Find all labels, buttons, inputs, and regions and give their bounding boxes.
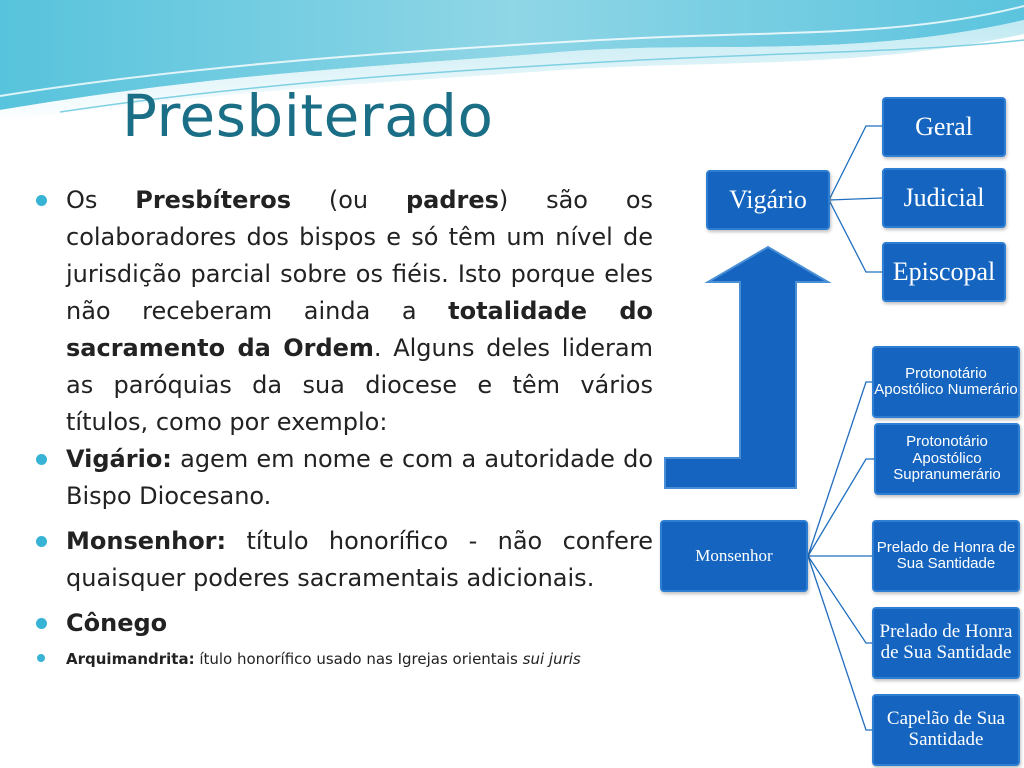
bullet-icon — [37, 654, 45, 662]
text-segment: ítulo honorífico usado nas Igrejas orientais — [194, 650, 523, 668]
slide-title: Presbiterado — [122, 82, 494, 150]
bullet-presbiteros — [28, 182, 653, 441]
text-segment: Os — [66, 186, 136, 214]
connector-line — [829, 126, 882, 200]
connector-line — [808, 459, 874, 556]
text-segment: . Alguns deles lideram as paróquias da sua diocese e têm vários títulos, como por exemplo: — [66, 334, 653, 436]
bold-term: Monsenhor: — [66, 527, 227, 555]
bullet-icon — [36, 618, 47, 629]
node-prelado-honra-2: Prelado de Honra de Sua Santidade — [872, 607, 1020, 679]
connector-line — [808, 382, 872, 556]
text-segment: (ou — [291, 186, 406, 214]
bullet-arquimandrita — [28, 648, 653, 670]
bold-term: totalidade do sacramento da Ordem — [66, 297, 653, 362]
connector-line — [829, 200, 882, 272]
text-segment: agem em nome e com a autoridade do Bispo Diocesano. — [66, 445, 653, 510]
bold-term: padres — [405, 186, 499, 214]
node-judicial: Judicial — [882, 168, 1006, 228]
connector-line — [808, 556, 872, 643]
node-vigario: Vigário — [706, 170, 830, 230]
italic-term: sui juris — [522, 650, 581, 668]
node-prelado-honra-1: Prelado de Honra de Sua Santidade — [872, 520, 1020, 592]
bullet-list — [28, 182, 653, 670]
bullet-icon — [36, 195, 47, 206]
node-protonotario-supranumerario: Protonotário Apostólico Supranumerário — [874, 423, 1020, 495]
node-monsenhor: Monsenhor — [660, 520, 808, 592]
bullet-monsenhor — [28, 523, 653, 597]
bullet-conego — [28, 605, 653, 642]
bullet-icon — [36, 536, 47, 547]
node-geral: Geral — [882, 97, 1006, 157]
text-segment: ) são os colaboradores dos bispos e só têm um nível de jurisdição parcial sobre os fiéis. Isto porque eles não receberam ainda a — [66, 186, 654, 325]
connector-line — [808, 556, 872, 730]
connector-line — [829, 198, 882, 200]
up-arrow-icon — [665, 247, 828, 488]
bold-term: Vigário: — [66, 445, 172, 473]
bold-term: Presbíteros — [135, 186, 291, 214]
bold-term: Arquimandrita: — [66, 650, 195, 668]
node-episcopal: Episcopal — [882, 242, 1006, 302]
bullet-icon — [36, 454, 47, 465]
bullet-vigario — [28, 441, 653, 515]
node-protonotario-numerario: Protonotário Apostólico Numerário — [872, 346, 1020, 418]
bold-term: Cônego — [66, 609, 168, 637]
text-segment: título honorífico - não confere quaisquer poderes sacramentais adicionais. — [66, 527, 653, 592]
node-capelao: Capelão de Sua Santidade — [872, 694, 1020, 766]
